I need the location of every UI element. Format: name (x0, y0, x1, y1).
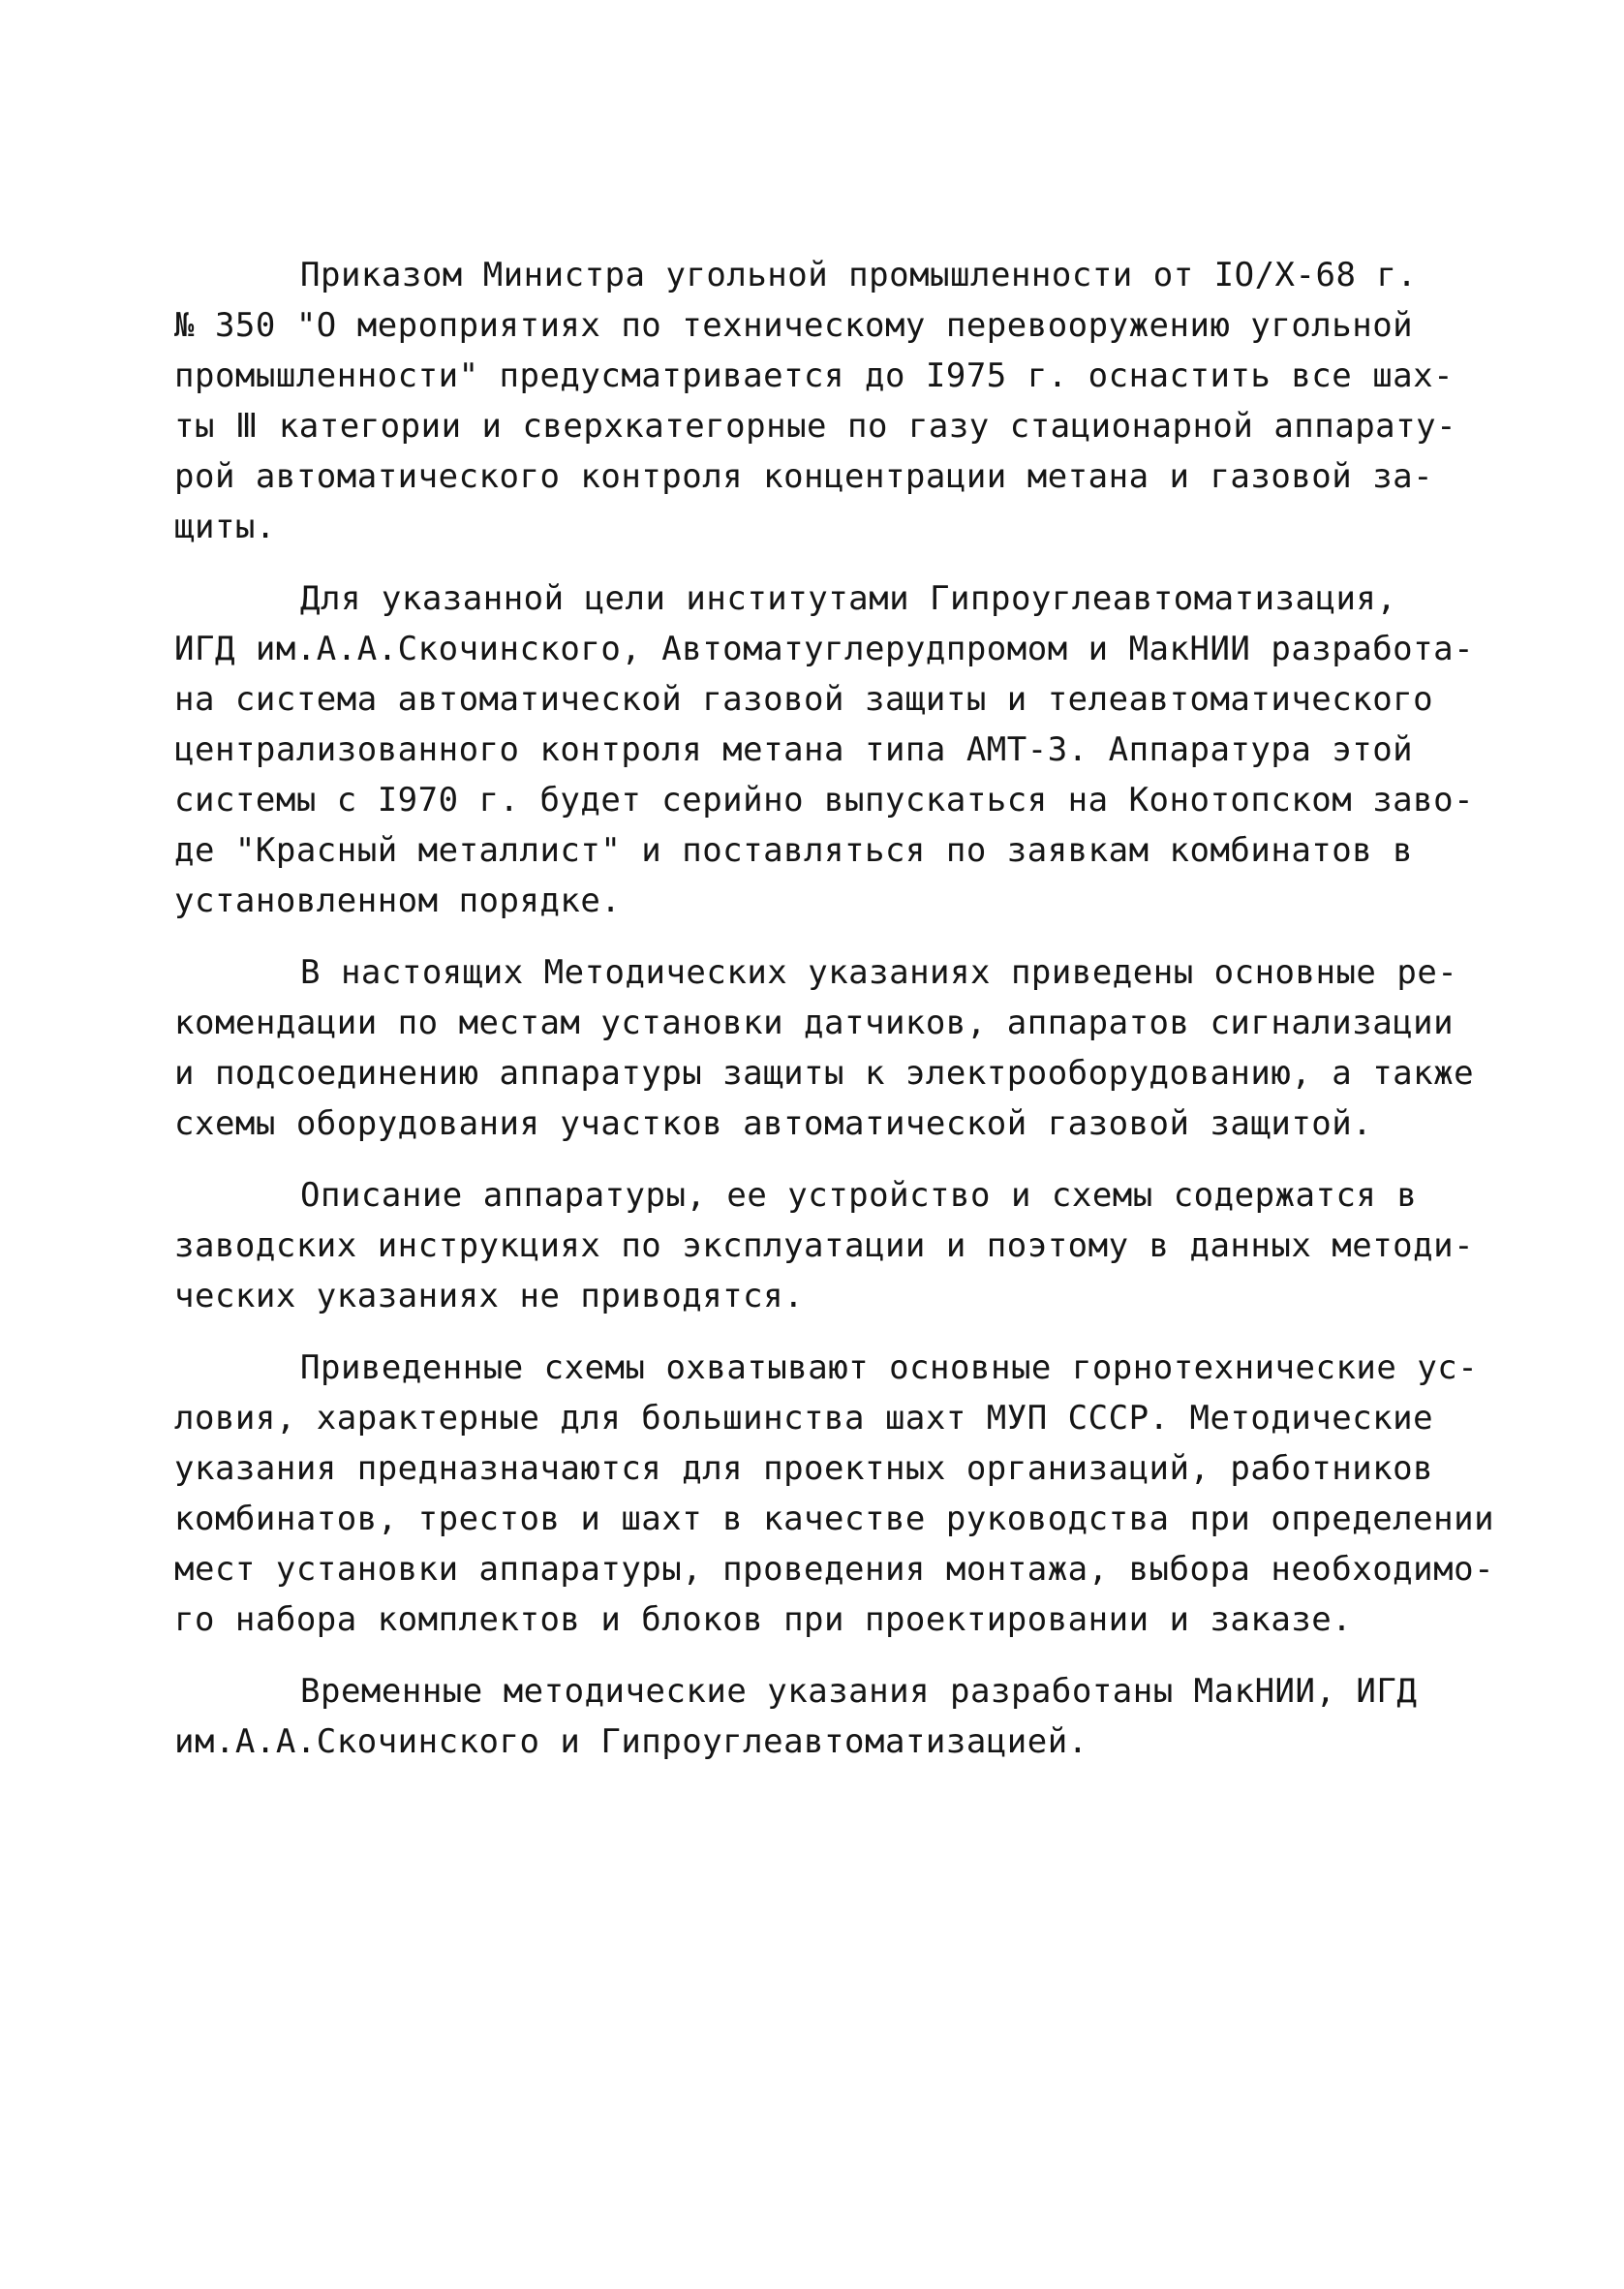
text-line: комендации по местам установки датчиков, аппаратов сигнализации (174, 1004, 1455, 1042)
text-line: В настоящих Методических указаниях приведены основные ре- (300, 953, 1458, 992)
paragraph-5 (174, 1343, 1495, 1645)
text-line: мест установки аппаратуры, проведения монтажа, выбора необходимо- (174, 1550, 1495, 1589)
text-line: им.А.А.Скочинского и Гипроуглеавтоматизацией. (174, 1722, 1088, 1761)
paragraph-3 (174, 947, 1475, 1149)
text-line: системы с I970 г. будет серийно выпускаться на Конотопском заво- (174, 781, 1475, 820)
text-line: ловия, характерные для большинства шахт МУП СССР. Методические (174, 1399, 1434, 1438)
text-line: Для указанной цели институтами Гипроуглеавтоматизация, (300, 579, 1397, 618)
text-line: де "Красный металлист" и поставляться по заявкам комбинатов в (174, 831, 1414, 870)
text-line: ИГД им.А.А.Скочинского, Автоматуглерудпромом и МакНИИ разработа- (174, 630, 1475, 668)
text-line: Временные методические указания разработаны МакНИИ, ИГД (300, 1672, 1418, 1711)
text-line: на система автоматической газовой защиты и телеавтоматического (174, 680, 1434, 719)
text-line: установленном порядке. (174, 882, 622, 920)
text-line: схемы оборудования участков автоматической газовой защитой. (174, 1104, 1373, 1143)
document-body (174, 250, 1495, 1767)
text-line: Приказом Министра угольной промышленности от IO/X-68 г. (300, 256, 1418, 294)
paragraph-6 (174, 1666, 1472, 1767)
paragraph-1 (174, 250, 1472, 552)
text-line: заводских инструкциях по эксплуатации и поэтому в данных методи- (174, 1226, 1475, 1265)
text-line: го набора комплектов и блоков при проектировании и заказе. (174, 1600, 1353, 1639)
text-line: и подсоединению аппаратуры защиты к электрооборудованию, а также (174, 1054, 1475, 1093)
text-line: комбинатов, трестов и шахт в качестве руководства при определении (174, 1500, 1495, 1538)
text-line: указания предназначаются для проектных организаций, работников (174, 1449, 1434, 1488)
text-line: ческих указаниях не приводятся. (174, 1277, 805, 1315)
paragraph-2 (174, 573, 1475, 926)
text-line: щиты. (174, 508, 276, 546)
text-line: рой автоматического контроля концентрации метана и газовой за- (174, 457, 1434, 496)
text-line: Описание аппаратуры, ее устройство и схемы содержатся в (300, 1176, 1418, 1215)
text-line: ты Ⅲ категории и сверхкатегорные по газу стационарной аппарату- (174, 407, 1457, 446)
text-line: № 350 "О мероприятиях по техническому перевооружению угольной (174, 306, 1414, 345)
text-line: Приведенные схемы охватывают основные горнотехнические ус- (300, 1348, 1479, 1387)
paragraph-4 (174, 1170, 1475, 1321)
text-line: промышленности" предусматривается до I975 г. оснастить все шах- (174, 356, 1455, 395)
text-line: централизованного контроля метана типа АМТ-3. Аппаратура этой (174, 730, 1414, 769)
